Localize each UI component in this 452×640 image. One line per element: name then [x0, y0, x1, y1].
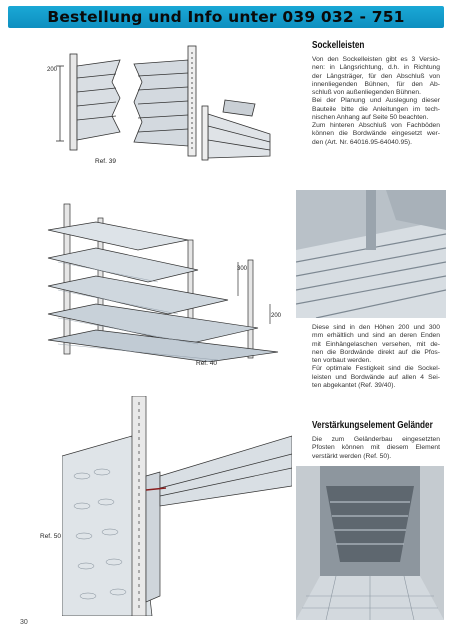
text-line: Bauteile bitte die Anleitungen im tech- — [312, 105, 440, 113]
page-number: 30 — [20, 619, 28, 626]
ref-39-label: Ref. 39 — [95, 158, 116, 165]
text-line: Die zum Geländerbau eingesetzten — [312, 436, 440, 443]
text-line: schluß von außenliegenden Bühnen. — [312, 89, 421, 96]
dimension-200-top: 200 — [47, 67, 58, 73]
dimension-300: 300 — [237, 266, 248, 272]
platform-shelving-drawing — [38, 200, 288, 362]
sockelleisten-drawing — [40, 36, 302, 166]
header-title: Bestellung und Info unter 039 032 - 751 — [47, 8, 405, 26]
header-banner — [8, 6, 444, 28]
text-line: verstärkt werden (Ref. 50). — [312, 452, 392, 460]
text-line: der Längsträger, für den Abschluß von — [312, 72, 440, 80]
bordwaende-text — [312, 324, 440, 390]
text-line: Zum hinteren Abschluß von Fachböden — [312, 122, 440, 129]
text-line: Pfosten können mit diesem Element — [312, 444, 440, 452]
dimension-200-mid: 200 — [271, 313, 282, 319]
text-line: können die Bordwände eingesetzt wer- — [312, 130, 440, 138]
ref-50-label: Ref. 50 — [40, 533, 61, 540]
sockelleisten-text — [312, 56, 440, 147]
text-line: nen: in Längsrichtung, d.h. in Richtung — [312, 64, 440, 72]
text-line: mm erhältlich und sind an deren Enden — [312, 332, 440, 340]
text-line: den (Art. Nr. 64016.95-64040.95). — [312, 138, 413, 146]
verstaerkung-text — [312, 436, 440, 461]
text-line: Für optimale Festigkeit sind die Sockel- — [312, 365, 440, 373]
text-line: Bei der Planung und Auslegung dieser — [312, 97, 440, 105]
text-line: ten vorbaut werden. — [312, 357, 372, 364]
text-line: mit Einhängelaschen versehen, mit de- — [312, 340, 440, 348]
text-line: ten abgekantet (Ref. 39/40). — [312, 381, 396, 389]
sockelleisten-heading: Sockelleisten — [312, 40, 365, 51]
text-line: leisten und Bordwände auf allen 4 Sei- — [312, 373, 440, 381]
grating-photo — [296, 190, 446, 318]
verstaerkung-heading: Verstärkungselement Geländer — [312, 420, 433, 431]
text-line: innenliegenden Bühnen, für den Ab- — [312, 80, 440, 88]
railing-reinforcement-drawing — [62, 396, 292, 616]
text-line: nischen Anhang auf Seite 50 beachten. — [312, 113, 429, 121]
text-line: Diese sind in den Höhen 200 und 300 — [312, 324, 440, 331]
ref-40-label: Ref. 40 — [196, 360, 217, 367]
text-line: nen die Bordwände direkt auf die Pfos- — [312, 348, 440, 356]
stair-tower-photo — [296, 466, 444, 620]
text-line: Von den Sockelleisten gibt es 3 Versio- — [312, 56, 440, 63]
